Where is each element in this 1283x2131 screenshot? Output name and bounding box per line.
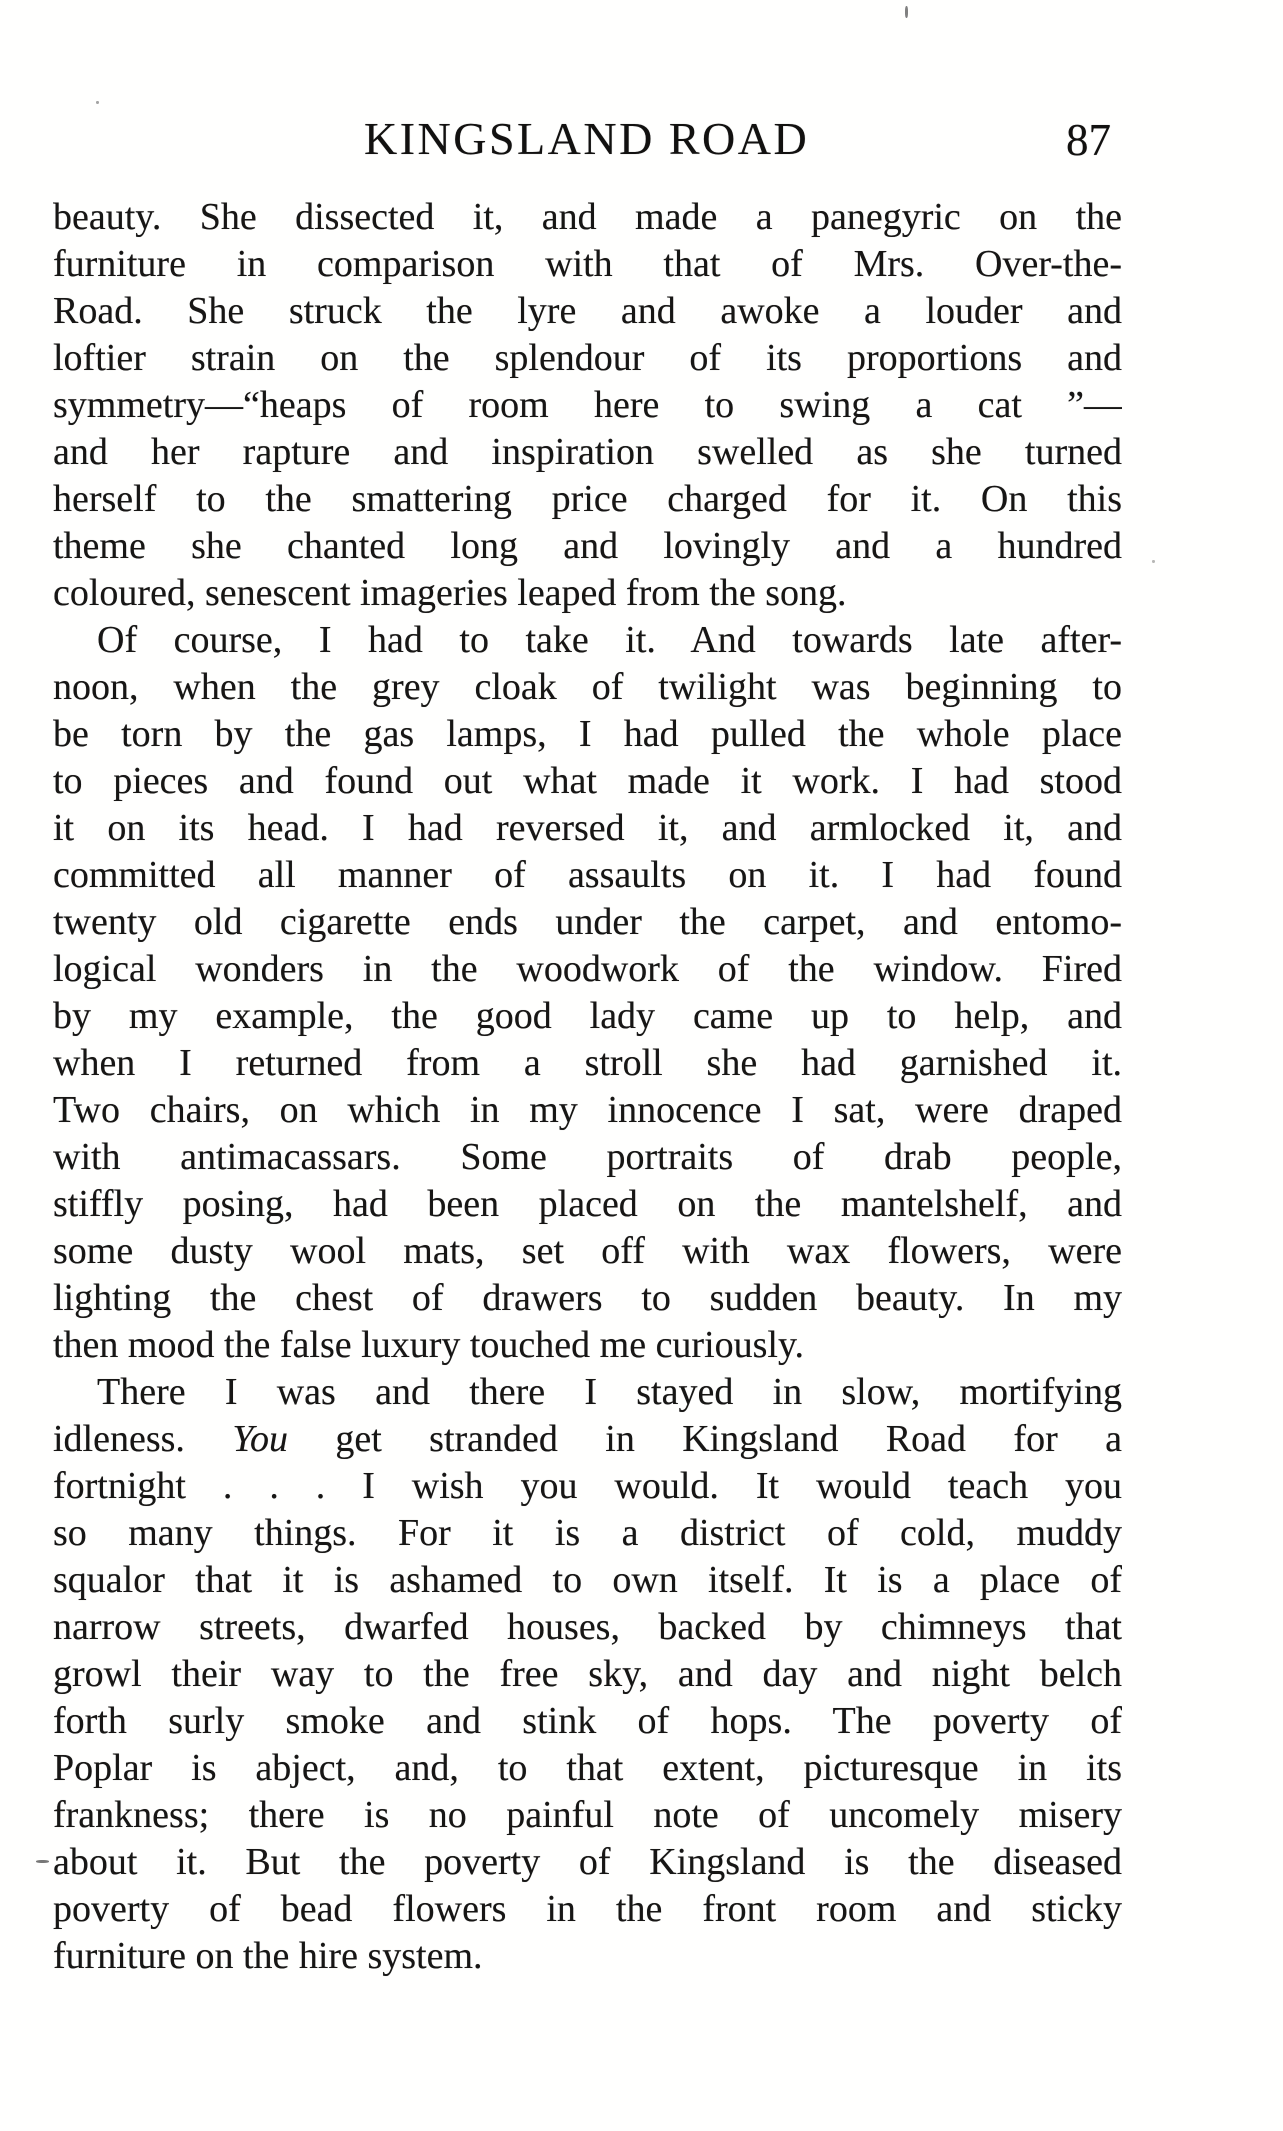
text-line: be torn by the gas lamps, I had pulled the whole place — [53, 713, 1122, 755]
text-line: about it. But the poverty of Kingsland is the diseased — [53, 1841, 1122, 1883]
text-line: fortnight . . . I wish you would. It would teach you — [53, 1465, 1122, 1507]
text-line: some dusty wool mats, set off with wax flowers, were — [53, 1230, 1122, 1272]
text-line: to pieces and found out what made it work. I had stood — [53, 760, 1122, 802]
scan-speck — [1152, 560, 1155, 563]
text-line: Poplar is abject, and, to that extent, picturesque in its — [53, 1747, 1122, 1789]
text-line: by my example, the good lady came up to help, and — [53, 995, 1122, 1037]
text-line: committed all manner of assaults on it. I had found — [53, 854, 1122, 896]
text-line: forth surly smoke and stink of hops. The poverty of — [53, 1700, 1122, 1742]
text-line: frankness; there is no painful note of uncomely misery — [53, 1794, 1122, 1836]
text-line: There I was and there I stayed in slow, mortifying — [97, 1371, 1122, 1413]
text-line: poverty of bead flowers in the front room and sticky — [53, 1888, 1122, 1930]
text-line: with antimacassars. Some portraits of drab people, — [53, 1136, 1122, 1178]
body-text-block — [53, 194, 1122, 1980]
scan-speck — [36, 1860, 49, 1863]
text-line-with-italic — [53, 1416, 1122, 1463]
text-line: twenty old cigarette ends under the carpet, and entomo- — [53, 901, 1122, 943]
text-line: symmetry—“heaps of room here to swing a cat ”— — [53, 384, 1122, 426]
text-line: Road. She struck the lyre and awoke a louder and — [53, 290, 1122, 332]
text-line: noon, when the grey cloak of twilight was beginning to — [53, 666, 1122, 708]
text-line: furniture on the hire system. — [53, 1935, 483, 1977]
text-line: loftier strain on the splendour of its proportions and — [53, 337, 1122, 379]
italic-word: You — [232, 1418, 288, 1460]
page-number: 87 — [1066, 115, 1111, 165]
text-line: when I returned from a stroll she had garnished it. — [53, 1042, 1122, 1084]
text-segment: idleness. — [53, 1418, 233, 1460]
scan-speck — [96, 101, 99, 104]
text-segment: get stranded in Kingsland Road for a — [287, 1418, 1122, 1460]
text-line: then mood the false luxury touched me curiously. — [53, 1324, 805, 1366]
text-line: beauty. She dissected it, and made a panegyric on the — [53, 196, 1122, 238]
text-line: theme she chanted long and lovingly and a hundred — [53, 525, 1122, 567]
scan-speck — [905, 6, 908, 18]
text-line: narrow streets, dwarfed houses, backed by chimneys that — [53, 1606, 1122, 1648]
text-line: coloured, senescent imageries leaped from the song. — [53, 572, 847, 614]
text-line: logical wonders in the woodwork of the window. Fired — [53, 948, 1122, 990]
text-line: furniture in comparison with that of Mrs. Over-the- — [53, 243, 1122, 285]
text-line: it on its head. I had reversed it, and armlocked it, and — [53, 807, 1122, 849]
text-line: squalor that it is ashamed to own itself. It is a place of — [53, 1559, 1122, 1601]
text-line: lighting the chest of drawers to sudden beauty. In my — [53, 1277, 1122, 1319]
text-line: and her rapture and inspiration swelled as she turned — [53, 431, 1122, 473]
running-head-title: KINGSLAND ROAD — [364, 113, 810, 164]
text-line: herself to the smattering price charged for it. On this — [53, 478, 1122, 520]
text-line: stiffly posing, had been placed on the mantelshelf, and — [53, 1183, 1122, 1225]
text-line: so many things. For it is a district of cold, muddy — [53, 1512, 1122, 1554]
text-line: Two chairs, on which in my innocence I sat, were draped — [53, 1089, 1122, 1131]
text-line: growl their way to the free sky, and day and night belch — [53, 1653, 1122, 1695]
text-line: Of course, I had to take it. And towards late after- — [97, 619, 1122, 661]
